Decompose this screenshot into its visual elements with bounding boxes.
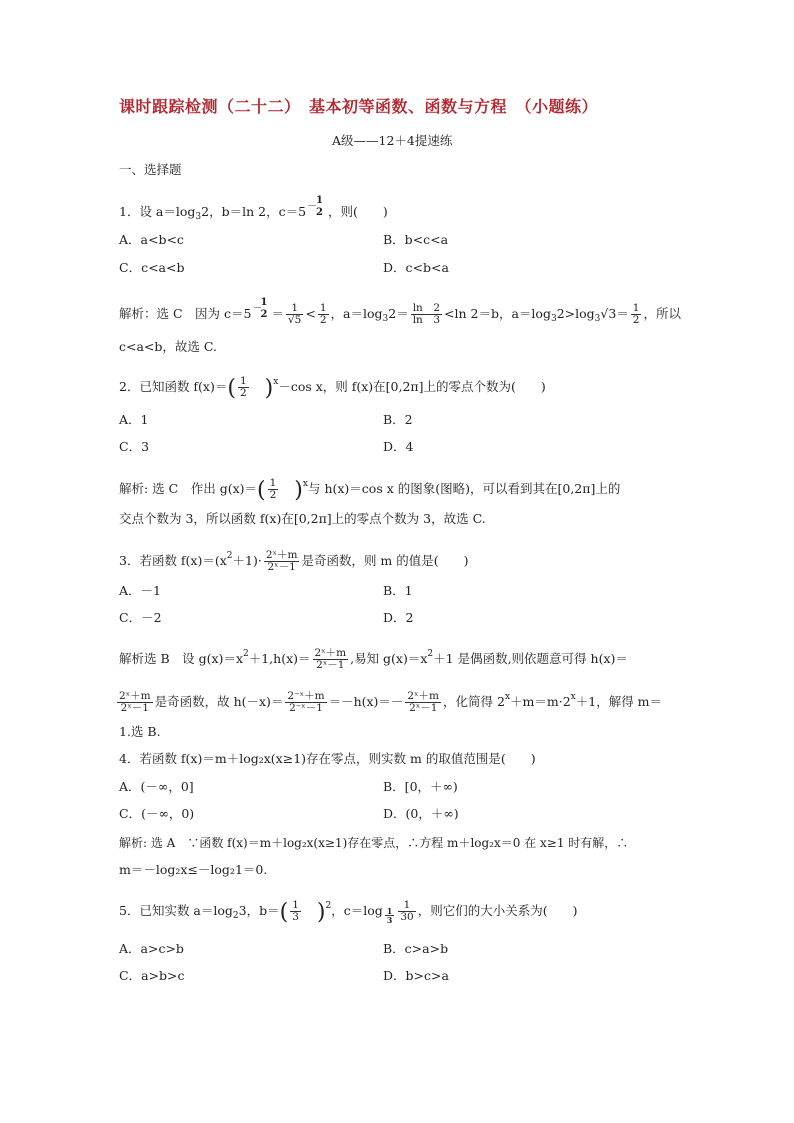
q3-option-c: C．－2 — [119, 610, 162, 625]
q4-option-a: A．(－∞，0] — [119, 779, 194, 794]
q1-option-d: D．c<b<a — [383, 260, 449, 275]
q2-option-a: A．1 — [119, 412, 149, 427]
question-4-stem: 4．若函数 f(x)＝m＋log₂x(x≥1)存在零点，则实数 m 的取值范围是( ) — [119, 751, 536, 766]
q4-solution-line2: m＝－log₂x≤－log₂1＝0. — [119, 862, 268, 877]
question-3-stem: 3．若函数 $f(x)=(x^2+1)\cdot$ $\frac{\text{2ˣ＋m}}{\text{2ˣ－1}}$ 是奇函数，则 m 的值是( ) — [119, 549, 469, 573]
q3-option-d: D．2 — [383, 610, 414, 625]
q2-option-c: C．3 — [119, 439, 150, 454]
q5-option-a: A．a>c>b — [119, 941, 184, 956]
q4-option-c: C．(－∞，0) — [119, 806, 195, 821]
q5-option-d: D．b>c>a — [383, 968, 449, 983]
q1-option-c: C．c<a<b — [119, 260, 185, 275]
q5-option-b: B．c>a>b — [383, 941, 449, 956]
q5-option-c: C．a>b>c — [119, 968, 185, 983]
question-2-stem: 2．已知函数 f(x)＝( $\frac{1}{2}$ )$^x$－cos x，则 f(x)在[0,2π]上的零点个数为( ) — [119, 375, 546, 401]
page-title: 课时跟踪检测（二十二） 基本初等函数、函数与方程 （小题练） — [119, 97, 599, 116]
q3-solution-line2: $\frac{\text{2ˣ＋m}}{\text{2ˣ－1}}$ 是奇函数，故 h(－x)＝ $\frac{\text{2⁻ˣ＋m}}{\text{2⁻ˣ－1}}$ ＝－h(x)＝－ $\frac{\text{2ˣ＋m}}{\text{2ˣ－1}}$ ，化简得 $2^x+m=m\cdot 2^x+1$，解得 m＝ — [119, 690, 663, 714]
q1-solution-line1: 解析：选 C 因为 c＝5 － 1 2 ＝ $\frac{1}{√5}$ < $\frac{1}{2}$ ，$a=\log_32=$ $\frac{\ln 2}{\ln 3}$ <ln 2＝b，$a=\log_32>\log_3√3=$ $\frac{1}{2}$ ，所以 — [119, 297, 681, 326]
level-subtitle: A级——12＋4提速练 — [332, 133, 453, 148]
question-1-stem: 1．设 $a=\log_32$，b＝ln 2，c＝5 － 1 2 ，则( ) — [119, 195, 388, 222]
q2-solution-line1: 解析: 选 C 作出 g(x)＝( $\frac{1}{2}$ )$^x$与 h(x)＝cos x 的图象(图略)，可以看到其在[0,2π]上的 — [119, 477, 621, 503]
q2-option-d: D．4 — [383, 439, 414, 454]
q1-option-b: B．b<c<a — [383, 232, 449, 247]
q3-option-a: A．－1 — [119, 583, 161, 598]
q3-option-b: B．1 — [383, 583, 413, 598]
section-heading: 一、选择题 — [119, 162, 182, 177]
q3-solution-line3: 1.选 B. — [119, 724, 161, 739]
q3-solution-line1: 解析选 B 设 $g(x)=x^2+1,h(x)=$ $\frac{\text{2ˣ＋m}}{\text{2ˣ－1}}$ ,易知 $g(x)=x^2+1$ 是偶函数,则依题意可得 h(x)＝ — [119, 647, 628, 671]
q2-solution-line2: 交点个数为 3，所以函数 f(x)在[0,2π]上的零点个数为 3，故选 C. — [119, 511, 486, 526]
question-5-stem: 5．已知实数 $a=\log_23$，b＝( $\frac{1}{3}$ )$^2$，c＝log $\frac{1}{3}$ $\frac{1}{30}$ ，则它们的大小关系为( ) — [119, 899, 578, 925]
q1-solution-line2: c<a<b，故选 C. — [119, 339, 217, 354]
q2-option-b: B．2 — [383, 412, 413, 427]
q1-option-a: A．a<b<c — [119, 232, 184, 247]
q4-option-d: D．(0，＋∞) — [383, 806, 459, 821]
q4-solution-line1: 解析: 选 A ∵函数 f(x)＝m＋log₂x(x≥1)存在零点，∴方程 m＋log₂x＝0 在 x≥1 时有解，∴ — [119, 836, 629, 850]
q4-option-b: B．[0，＋∞) — [383, 779, 458, 794]
